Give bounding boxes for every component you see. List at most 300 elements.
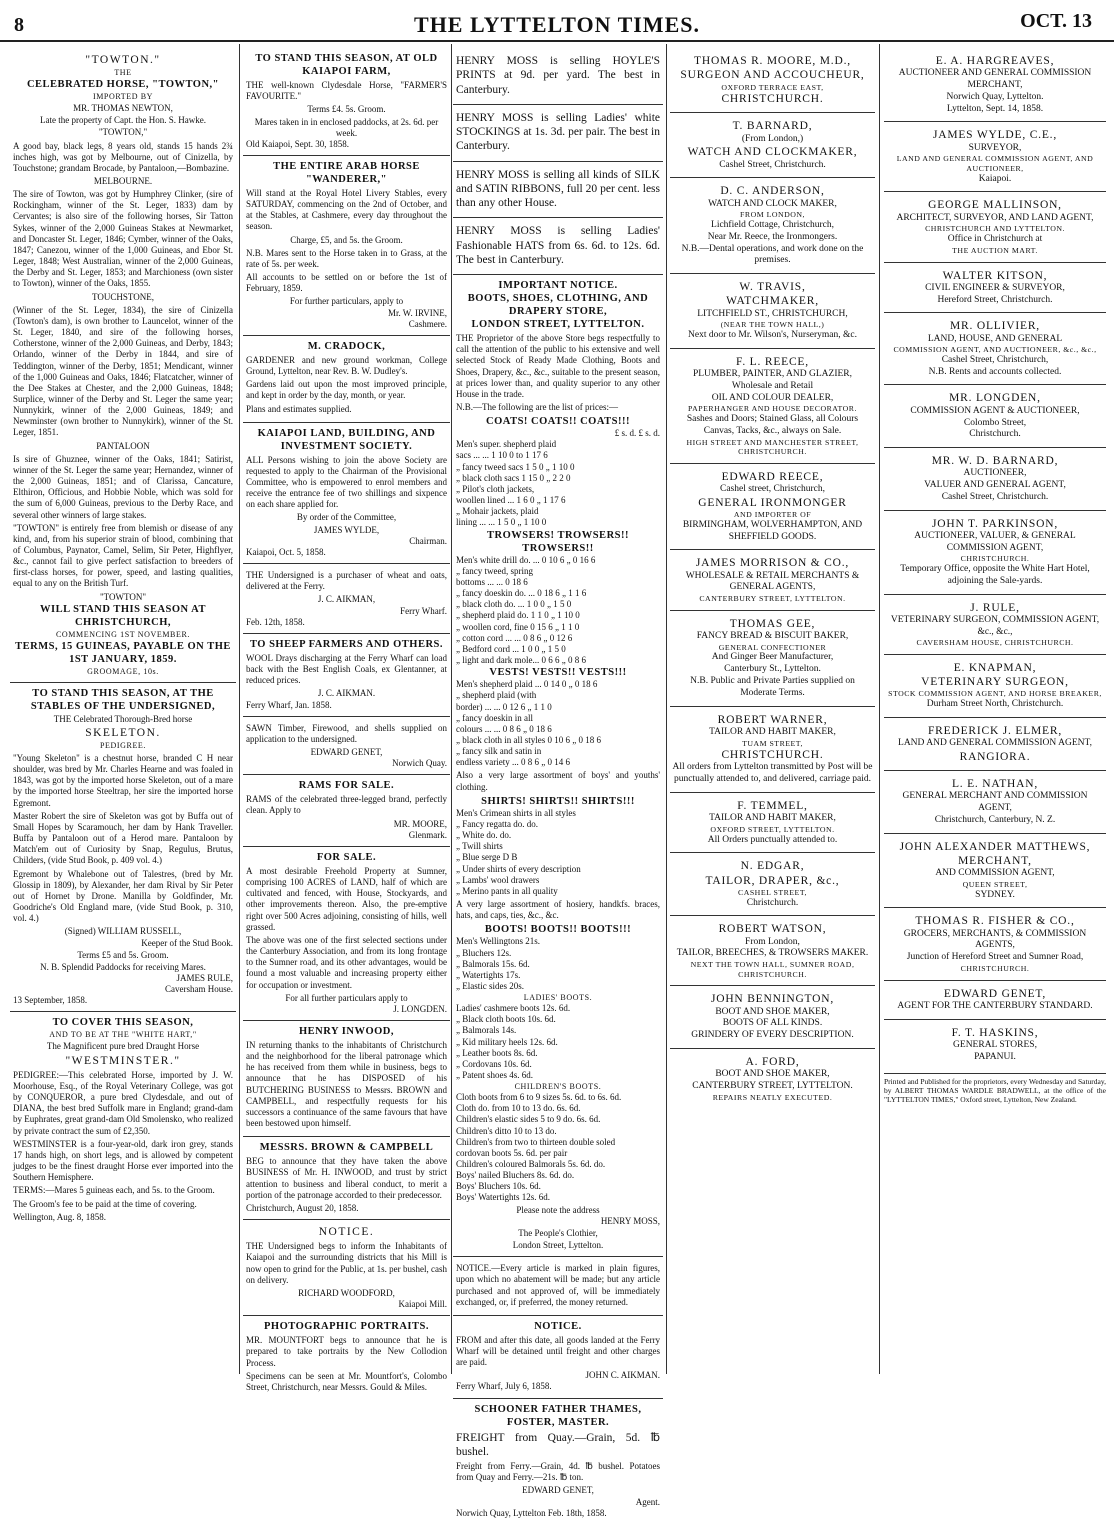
card-line: Durham Street North, Christchurch.: [926, 699, 1064, 710]
list-item: „ Black cloth boots 10s. 6d.: [456, 1014, 556, 1025]
list-item: Boys' nailed Bluchers 8s. 6d. do.: [456, 1170, 575, 1181]
list-item: „ Elastic sides 20s.: [456, 980, 524, 991]
business-card: [670, 464, 875, 550]
card-line: All orders from Lyttelton transmitted by Post will be punctually attended to, and delivered, carriage paid.: [672, 762, 873, 785]
ad-subheading: MELBOURNE.: [93, 176, 153, 187]
business-card: [670, 1049, 875, 1108]
ad-paragraph: The Groom's fee to be paid at the time of covering.: [13, 1198, 197, 1209]
card-line: AUCTIONEER,: [963, 468, 1027, 479]
list-item: Cloth boots from 6 to 9 sizes 5s. 6d. to 6s. 6d.: [456, 1092, 622, 1103]
ad-heading: PHOTOGRAPHIC PORTRAITS.: [264, 1321, 429, 1333]
list-item: border) ... ... 0 12 6 „ 1 1 0: [456, 701, 552, 712]
card-name: MERCHANT,: [958, 854, 1032, 867]
card-line: COMMISSION AGENT, AND AUCTIONEER, &c., &c.,: [893, 345, 1097, 355]
page-number: 8: [14, 14, 24, 36]
card-line: Christchurch.: [746, 897, 799, 908]
card-line: WHOLESALE & RETAIL MERCHANTS & GENERAL AGENTS,: [685, 570, 860, 593]
ad-paragraph: Egremont by Whalebone out of Talestres, (bred by Mr. Glossip in 1809), by Alexander, her dam Rival by Sir Peter out of Hornet by Drone. Manilla by Goldfinder, Mr. Goodriche's Old England mare, (vide Stud Book, p. 310, vol. 4.): [13, 868, 233, 924]
ad-heading: CELEBRATED HORSE, "TOWTON,": [26, 79, 220, 91]
card-line: LAND AND GENERAL COMMISSION AGENT, AND AUCTIONEER,: [896, 154, 1094, 173]
list-item: „ woollen cord, fine 0 15 6 „ 1 1 0: [456, 621, 580, 632]
card-line: LAND, HOUSE, AND GENERAL: [927, 333, 1063, 344]
card-name: D. C. ANDERSON,: [720, 185, 825, 198]
ad-signature: RICHARD WOODFORD,: [298, 1287, 395, 1298]
ad-line: Kaiapoi Mill.: [398, 1299, 447, 1310]
ad-line: COMMENCING 1ST NOVEMBER.: [55, 629, 191, 639]
kaiapoi-farm-ad: [243, 48, 450, 156]
ad-line: The People's Clothier,: [518, 1227, 598, 1238]
list-item: Ladies' cashmere boots 12s. 6d.: [456, 1003, 571, 1014]
card-line: GENERAL MERCHANT AND COMMISSION AGENT,: [902, 791, 1088, 814]
ad-line: Charge, £5, and 5s. the Groom.: [290, 234, 403, 245]
ad-heading: MESSRS. BROWN & CAMPBELL: [259, 1142, 434, 1154]
card-name: F. L. REECE,: [736, 355, 809, 368]
list-item: Men's Crimean shirts in all styles: [456, 807, 576, 818]
business-card: [884, 655, 1106, 718]
card-stack: [884, 48, 1106, 1069]
ad-paragraph: THE well-known Clydesdale Horse, "FARMER'S FAVOURITE.": [246, 80, 447, 102]
card-line: Near Mr. Reece, the Ironmongers.: [707, 231, 838, 242]
ad-line: Norwich Quay.: [392, 758, 447, 769]
card-line: LAND AND GENERAL COMMISSION AGENT,: [898, 738, 1092, 749]
ad-line: "TOWTON": [99, 591, 146, 602]
ferry-notice-ad: [453, 1316, 663, 1399]
ad-paragraph: HENRY MOSS is selling Ladies' white STOCKINGS at 1s. 3d. per pair. The best in Canterbury.: [456, 111, 660, 153]
newspaper-title: THE LYTTELTON TIMES.: [414, 12, 700, 37]
card-line: Sashes and Doors; Stained Glass, all Colours Canvas, Tacks, &c., always on Sale.: [686, 414, 859, 436]
card-name: WATCHMAKER,: [726, 295, 819, 308]
business-card: [884, 834, 1106, 909]
ad-heading: TO SHEEP FARMERS AND OTHERS.: [249, 638, 444, 650]
list-item: „ Blue serge D B: [456, 852, 518, 863]
ad-heading: NOTICE.: [534, 1320, 582, 1332]
ad-paragraph: (Winner of the St. Leger, 1834), the sire of Cinizella (Towton's dam), is own brother to Launcelot, winner of the St. Leger, 1840, and sire of the following horses, Cotherstone, winner of the 2,000 Guineas, and Derby, 1843; Orlando, winner of the Derby in 1844, and sire of Teddington, winner of the Derby, 1851; Mendicant, winner of the 1,000 Guineas and Oaks, 1846; Flatcatcher, winner of the Dee Stakes at Chester, and the 2,000 Guineas, 1848; Surplice, winner of the Derby and St. Leger the same year; Nunnykirk, winner of the 2,000 Guineas, 1849; and Newminster (own brother to Nunnykirk), winner of the St. Leger, 1851.: [13, 304, 233, 438]
ad-paragraph: TERMS:—Mares 5 guineas each, and 5s. to the Groom.: [13, 1185, 215, 1196]
for-sale-ad: [243, 847, 450, 1021]
ad-heading: FOR SALE.: [316, 851, 377, 863]
list-item: endless variety ... 0 8 6 „ 0 14 6: [456, 757, 570, 768]
business-card: [670, 48, 875, 113]
card-line: BOOT AND SHOE MAKER,: [715, 1069, 830, 1080]
ad-signature: (Signed) WILLIAM RUSSELL,: [64, 926, 182, 937]
ad-line: Late the property of Capt. the Hon. S. Hawke.: [40, 115, 206, 126]
business-card: [884, 263, 1106, 314]
ad-date: Ferry Wharf, July 6, 1858.: [456, 1381, 552, 1392]
shirts-list: [456, 808, 660, 897]
card-line: BOOTS OF ALL KINDS.: [722, 1018, 823, 1029]
ad-heading: SCHOONER FATHER THAMES,: [474, 1403, 642, 1415]
card-line: Temporary Office, opposite the White Hart Hotel, adjoining the Sale-yards.: [900, 564, 1090, 586]
price-heading: LADIES' BOOTS.: [523, 993, 593, 1003]
ad-paragraph: Master Robert the sire of Skeleton was got by Buffa out of Small Hopes by Scaramouch, her dam by Hank Traveller. Buffa by Pantaloon out of a Herod mare. Pantaloon by Match'em out of Curiosity by Snap, Regulus, Brutus, Childers, (vide Stud Book, p. 409 vol. 4.): [13, 810, 233, 866]
card-line: (NEAR THE TOWN HALL,): [720, 320, 825, 330]
card-name: JOHN T. PARKINSON,: [931, 517, 1058, 530]
trousers-price-list: [456, 555, 660, 667]
business-card: [884, 448, 1106, 511]
children-boots-list: [456, 1092, 660, 1204]
list-item: „ Merino pants in all quality: [456, 885, 558, 896]
card-line: SYDNEY.: [975, 889, 1015, 900]
ad-signature: Mr. W. IRVINE,: [387, 307, 447, 318]
ad-signature: JOHN C. AIKMAN.: [585, 1370, 660, 1381]
list-item: Children's ditto 10 to 13 do.: [456, 1125, 557, 1136]
ad-heading: "TOWTON.": [85, 54, 161, 66]
card-name: WATCH AND CLOCKMAKER,: [687, 146, 858, 159]
list-item: lining ... ... 1 5 0 „ 1 10 0: [456, 517, 547, 528]
card-line: Christchurch, Canterbury, N. Z.: [934, 814, 1056, 825]
ad-paragraph: A very large assortment of hosiery, handkfs. braces, hats, and caps, ties, &c., &c.: [456, 899, 660, 921]
ad-line: Terms £5 and 5s. Groom.: [77, 949, 169, 960]
card-line: AND COMMISSION AGENT,: [935, 868, 1055, 879]
kaiapoi-society-ad: [243, 423, 450, 564]
card-name: L. E. NATHAN,: [951, 778, 1039, 791]
card-line: GENERAL STORES,: [953, 1039, 1037, 1050]
ad-line: IMPORTED BY: [92, 92, 154, 102]
card-line: Norwich Quay, Lyttelton.: [946, 91, 1044, 102]
card-name: F. TEMMEL,: [737, 799, 808, 812]
ad-line: Ferry Wharf.: [400, 605, 447, 616]
card-name: JOHN BENNINGTON,: [710, 993, 835, 1006]
ad-paragraph: WOOL Drays discharging at the Ferry Wharf can load back with the Best English Coals, ex Glentanner, at reduced prices.: [246, 652, 447, 686]
card-line: GENERAL CONFECTIONER: [718, 642, 827, 652]
card-line: AUCTIONEER, VALUER, & GENERAL COMMISSION AGENT,: [914, 530, 1076, 553]
card-name: MR. OLLIVIER,: [950, 320, 1040, 333]
sawn-timber-ad: [243, 717, 450, 776]
business-card: [884, 313, 1106, 385]
list-item: „ black cloth sacs 1 15 0 „ 2 2 0: [456, 472, 571, 483]
card-line: OIL AND COLOUR DEALER,: [711, 392, 834, 403]
ad-signature: JAMES WYLDE,: [313, 524, 380, 535]
card-line: FROM LONDON,: [740, 210, 805, 220]
card-line: GROCERS, MERCHANTS, & COMMISSION AGENTS,: [903, 928, 1087, 951]
business-card: [670, 986, 875, 1049]
rams-ad: [243, 775, 450, 847]
ad-paragraph: WESTMINSTER is a four-year-old, dark iron grey, stands 17 hands high, on short legs, and is allowed by competent judges to be the finest draught Horse ever imported into the Southern Hemisphere.: [13, 1138, 233, 1183]
card-line: CHRISTCHURCH.: [960, 963, 1030, 973]
ad-paragraph: Plans and estimates supplied.: [246, 403, 352, 414]
list-item: Boys' Watertights 12s. 6d.: [456, 1192, 550, 1203]
ad-heading: TERMS, 15 GUINEAS, PAYABLE ON THE 1ST JANUARY, 1859.: [15, 640, 231, 665]
ad-paragraph: Specimens can be seen at Mr. Mountfort's, Colombo Street, Christchurch, near Messrs. Gould & Miles.: [246, 1370, 447, 1392]
card-name: CHRISTCHURCH.: [721, 93, 824, 106]
list-item: „ Mohair jackets, plaid: [456, 506, 539, 517]
card-name: GEORGE MALLINSON,: [928, 199, 1062, 212]
ad-date: Ferry Wharf, Jan. 1858.: [246, 699, 332, 710]
card-line: THE AUCTION MART.: [952, 245, 1038, 255]
card-name: EDWARD REECE,: [721, 470, 824, 483]
ad-line: THE Celebrated Thorough-Bred horse: [53, 713, 193, 724]
card-line: Canterbury St., Lyttelton.: [724, 664, 821, 675]
issue-date: OCT. 13: [1020, 10, 1092, 32]
card-name: MR. LONGDEN,: [949, 392, 1041, 405]
boots-price-list: [456, 936, 660, 992]
ad-line: Caversham House.: [165, 984, 233, 995]
card-line: Next door to Mr. Wilson's, Nurseryman, &c.: [688, 330, 857, 341]
card-name: W. TRAVIS,: [739, 281, 806, 294]
card-line: FANCY BREAD & BISCUIT BAKER,: [696, 631, 849, 642]
card-name: WALTER KITSON,: [942, 269, 1048, 282]
ad-paragraph: HENRY MOSS is selling Ladies' Fashionable HATS from 6s. 6d. to 12s. 6d. The best in Canterbury.: [456, 225, 660, 266]
ad-heading: BOOTS, SHOES, CLOTHING, AND DRAPERY STORE,: [467, 293, 649, 318]
business-card: [670, 707, 875, 793]
card-name: GENERAL IRONMONGER: [698, 496, 847, 509]
price-heading: SHIRTS! SHIRTS!! SHIRTS!!!: [481, 795, 635, 807]
list-item: sacs ... ... 1 10 0 to 1 17 6: [456, 450, 548, 461]
card-name: CHRISTCHURCH.: [721, 749, 824, 762]
card-line: AGENT FOR THE CANTERBURY STANDARD.: [897, 1000, 1093, 1011]
list-item: Children's coloured Balmorals 5s. 6d. do.: [456, 1158, 606, 1169]
ad-heading: WILL STAND THIS SEASON AT CHRISTCHURCH,: [40, 603, 206, 628]
business-card: [884, 595, 1106, 655]
list-item: „ Twill shirts: [456, 841, 503, 852]
ad-line: N. B. Splendid Paddocks for receiving Mares.: [40, 961, 206, 972]
coats-price-list: [456, 439, 660, 528]
price-heading: COATS! COATS!! COATS!!!: [486, 416, 630, 428]
price-heading: CHILDREN'S BOOTS.: [514, 1082, 602, 1092]
ad-paragraph: THE Undersigned begs to inform the Inhabitants of Kaiapoi and the surrounding districts that his Mill is now open to grind for the Public, at 1s. per bushel, cash on delivery.: [246, 1241, 447, 1285]
price-heading: TROWSERS! TROWSERS!! TROWSERS!!: [487, 529, 629, 554]
business-card: [884, 771, 1106, 834]
ad-paragraph: BEG to announce that they have taken the above BUSINESS of Mr. H. INWOOD, and trust by strict attention to business and liberal conduct, to merit a portion of the patronage accorded to their predecessor.: [246, 1156, 447, 1200]
card-line: OXFORD TERRACE EAST,: [721, 82, 824, 92]
ad-paragraph: Is sire of Ghuznee, winner of the Oaks, 1841; Satirist, winner of the St. Leger the same year; Hernandez, winner of the 2,000 Guineas, 1851; and of Clarissa, Cancature, Elthiron, Officious, and Hobbie Noble, which was sold for the sum of 6,000 Guineas, previous to the Derby Race, and several other winners of large stakes.: [13, 453, 233, 520]
price-heading: VESTS! VESTS!! VESTS!!!: [489, 667, 627, 679]
ad-paragraph: GARDENER and new ground workman, College Ground, Lyttelton, near Rev. B. W. Dudley's.: [246, 354, 447, 377]
card-line: Christchurch.: [969, 429, 1021, 440]
ad-subheading: PANTALOON: [96, 440, 150, 451]
list-item: „ black cloth in all styles 0 10 6 „ 0 18 6: [456, 734, 601, 745]
list-item: Boys' Bluchers 10s. 6d.: [456, 1181, 541, 1192]
westminster-ad: [10, 1012, 236, 1227]
ad-signature: J. C. AIKMAN,: [317, 594, 376, 605]
ad-paragraph: Will stand at the Royal Hotel Livery Stables, every SATURDAY, commencing on the 2nd of October, and at the Stables, at Cashmere, every day throughout the season.: [246, 188, 447, 232]
card-line: Lichfield Cottage, Christchurch,: [711, 220, 834, 231]
card-name: SURGEON AND ACCOUCHEUR,: [680, 69, 865, 82]
column-5: [884, 48, 1106, 1370]
list-item: „ Fancy regatta do. do.: [456, 818, 538, 829]
ad-heading: KAIAPOI LAND, BUILDING, AND INVESTMENT SOCIETY.: [257, 427, 436, 452]
moss-ribbons-ad: [453, 162, 663, 219]
vests-price-list: [456, 679, 660, 768]
card-line: COMMISSION AGENT & AUCTIONEER,: [910, 405, 1080, 416]
list-item: colours ... ... 0 8 6 „ 0 18 6: [456, 723, 552, 734]
ad-heading: "WESTMINSTER.": [65, 1054, 181, 1067]
moss-stockings-ad: [453, 105, 663, 162]
ad-paragraph: PEDIGREE:—This celebrated Horse, imported by J. W. Moorhouse, Esq., of the Royal Veterinary College, was got by CONQUEROR, a pure bred Clydesdale, and out of DIANA, the best bred Suffolk mare in England; grand-dam by Euphrates, great grand-dam Old Smolensko, who realized by private contract the sum of £2,350.: [13, 1069, 233, 1136]
ad-line: By order of the Committee,: [296, 512, 397, 523]
card-line: PAPERHANGER AND HOUSE DECORATOR.: [688, 404, 857, 414]
card-line: TAILOR, BREECHES, & TROWSERS MAKER.: [676, 948, 869, 959]
ad-subheading: TOUCHSTONE,: [92, 291, 154, 302]
card-name: N. EDGAR,: [740, 860, 805, 873]
clothing-store-ad: [453, 275, 663, 1257]
card-line: OXFORD STREET, LYTTELTON.: [710, 825, 835, 834]
card-name: EDWARD GENET,: [943, 987, 1047, 1000]
card-name: T. BARNARD,: [732, 120, 813, 133]
card-line: AUCTIONEER AND GENERAL COMMISSION MERCHANT,: [898, 68, 1092, 91]
ad-line: AND TO BE AT THE "WHITE HART,": [49, 1030, 197, 1040]
card-name: F. T. HASKINS,: [951, 1026, 1039, 1039]
list-item: „ fancy silk and satin in: [456, 746, 542, 757]
card-line: LITCHFIELD ST., CHRISTCHURCH,: [697, 308, 848, 319]
card-line: PLUMBER, PAINTER, AND GLAZIER,: [692, 369, 853, 380]
card-name: A. FORD,: [745, 1055, 800, 1068]
list-item: cordovan boots 5s. 6d. per pair: [456, 1147, 568, 1158]
business-card: [884, 1020, 1106, 1070]
card-line: And Ginger Beer Manufacturer,: [711, 652, 834, 663]
card-line: TAILOR AND HABIT MAKER,: [709, 726, 836, 737]
list-item: „ Cordovans 10s. 6d.: [456, 1058, 532, 1069]
photographic-ad: [243, 1316, 450, 1400]
card-line: Hereford Street, Christchurch.: [937, 294, 1053, 305]
towton-ad: [10, 48, 236, 683]
card-name: THOMAS GEE,: [729, 617, 816, 630]
list-item: „ shepherd plaid do. 1 1 0 „ 1 10 0: [456, 610, 580, 621]
card-name: VETERINARY SURGEON,: [921, 676, 1069, 689]
card-name: J. RULE,: [970, 601, 1020, 614]
card-line: BIRMINGHAM, WOLVERHAMPTON, AND SHEFFIELD GOODS.: [682, 519, 863, 542]
business-card: [670, 178, 875, 274]
business-card: [884, 192, 1106, 262]
ad-paragraph: THE Proprietor of the above Store begs respectfully to call the attention of the public to his extensive and well selected Stock of Ready Made Clothing, Boots and Shoes, Drapery, &c., &c., suitable to the present season, at prices lower than, and quality superior to any other House in the trade.: [456, 333, 660, 399]
list-item: „ shepherd plaid (with: [456, 690, 537, 701]
ad-date: Feb. 12th, 1858.: [246, 616, 305, 627]
list-item: woollen lined ... 1 6 0 „ 1 17 6: [456, 495, 566, 506]
card-line: CIVIL ENGINEER & SURVEYOR,: [925, 282, 1065, 293]
ad-paragraph: ALL Persons wishing to join the above Society are requested to apply to the Chairman of the Provisional Committee, who is empowered to enrol members and receive the entrance fee of two shillings and sixpence on each share applied for.: [246, 454, 447, 510]
column-4: [670, 48, 875, 1370]
card-line: CANTERBURY STREET, LYTTELTON.: [699, 594, 846, 604]
list-item: „ Watertights 17s.: [456, 969, 521, 980]
card-line: AND IMPORTER OF: [733, 510, 812, 520]
cradock-ad: [243, 336, 450, 423]
card-name: E. A. HARGREAVES,: [935, 55, 1055, 67]
mill-notice-ad: [243, 1220, 450, 1316]
ad-signature: J. LONGDEN.: [393, 1003, 447, 1014]
list-item: bottoms ... ... 0 18 6: [456, 576, 528, 587]
card-line: STOCK COMMISSION AGENT, AND HORSE BREAKER,: [888, 689, 1102, 699]
skeleton-ad: [10, 683, 236, 1013]
business-card: [884, 908, 1106, 980]
ad-paragraph: A good bay, black legs, 8 years old, stands 15 hands 2¾ inches high, was got by Melbourne, out of Cinizella, by Touchstone; grandam Brocade, by Pantaloon,—Bombazine.: [13, 140, 233, 173]
business-card: [670, 274, 875, 349]
list-item: „ light and dark mole... 0 6 6 „ 0 8 6: [456, 655, 586, 666]
list-item: „ black cloth do. ... 1 0 0 „ 1 5 0: [456, 599, 572, 610]
card-line: BOOT AND SHOE MAKER,: [715, 1006, 830, 1017]
ad-line: For all further particulars apply to: [285, 992, 408, 1003]
card-line: WATCH AND CLOCK MAKER,: [708, 198, 837, 209]
ad-signature: JAMES RULE,: [176, 972, 233, 983]
ad-date: Kaiapoi, Oct. 5, 1858.: [246, 546, 326, 557]
card-line: CANTERBURY STREET, LYTTELTON.: [692, 1081, 853, 1091]
list-item: „ Kid military heels 12s. 6d.: [456, 1036, 558, 1047]
list-item: „ Under shirts of every description: [456, 863, 581, 874]
ad-line: Cashmere.: [408, 318, 447, 329]
card-line: GRINDERY OF EVERY DESCRIPTION.: [691, 1030, 854, 1041]
card-line: From London,: [745, 936, 800, 947]
card-line: QUEEN STREET,: [962, 879, 1028, 889]
ad-date: Norwich Quay, Lyttelton Feb. 18th, 1858.: [456, 1507, 607, 1518]
card-name: MR. W. D. BARNARD,: [931, 455, 1059, 468]
ad-paragraph: RAMS of the celebrated three-legged brand, perfectly clean. Apply to: [246, 794, 447, 816]
ad-line: Chairman.: [409, 535, 447, 546]
card-line: TAILOR AND HABIT MAKER,: [709, 813, 836, 824]
schooner-ad: [453, 1399, 663, 1524]
business-card: [670, 793, 875, 853]
card-line: SURVEYOR,: [968, 142, 1022, 153]
ad-line: Terms £4. 5s. Groom.: [307, 104, 386, 115]
ad-heading: IMPORTANT NOTICE.: [498, 280, 618, 291]
business-card: [670, 550, 875, 610]
ad-paragraph: "Young Skeleton" is a chestnut horse, branded C H near shoulder, was bred by Mr. Charles Hearne and was foaled in 1843, was got by the imported horse Skeleton, out of a mare by the imported horse Steeltrap, her sire the imported horse Egremont.: [13, 753, 233, 808]
ad-line: Mares taken in in enclosed paddocks, at 2s. 6d. per week.: [254, 116, 439, 138]
business-card: [884, 48, 1106, 122]
ad-heading: NOTICE.: [318, 1226, 375, 1239]
ad-heading: FOSTER, MASTER.: [506, 1416, 610, 1428]
column-3: [453, 48, 663, 1518]
column-1: [10, 48, 236, 1370]
arab-horse-ad: [243, 156, 450, 336]
ad-paragraph: HENRY MOSS is selling all kinds of SILK and SATIN RIBBONS, full 20 per cent. less than any other House.: [456, 168, 660, 209]
card-line: VETERINARY SURGEON, COMMISSION AGENT, &c., &c.,: [890, 614, 1100, 637]
ad-line: MR. THOMAS NEWTON,: [73, 103, 173, 114]
list-item: Men's white drill do. ... 0 10 6 „ 0 16 6: [456, 554, 596, 565]
list-item: „ Bluchers 12s.: [456, 947, 512, 958]
ad-heading: TO COVER THIS SEASON,: [52, 1017, 194, 1029]
card-name: ROBERT WATSON,: [718, 923, 827, 936]
price-heading: BOOTS! BOOTS!! BOOTS!!!: [484, 924, 632, 936]
ad-date: 13 September, 1858.: [13, 995, 88, 1006]
ad-paragraph: N.B. Mares sent to the Horse taken in to Grass, at the rate of 5s. per week.: [246, 247, 447, 269]
card-line: HIGH STREET AND MANCHESTER STREET, CHRISTCHURCH.: [686, 437, 859, 457]
inwood-ad: [243, 1021, 450, 1137]
list-item: Men's super. shepherd plaid: [456, 439, 557, 450]
ad-paragraph: SAWN Timber, Firewood, and shells supplied on application to the undersigned.: [246, 722, 447, 744]
ad-line: London Street, Lyttelton.: [512, 1240, 604, 1251]
brown-campbell-ad: [243, 1137, 450, 1220]
card-name: JAMES WYLDE, C.E.,: [932, 129, 1058, 142]
ad-paragraph: NOTICE.—Every article is marked in plain figures, upon which no abatement will be made; but any article purchased and not approved of, will be immediately exchanged, or, if preferred, the money returned.: [456, 1263, 660, 1307]
card-line: Cashel street, Christchurch,: [719, 484, 825, 495]
ad-date: Christchurch, August 20, 1858.: [246, 1202, 359, 1213]
card-line: TUAM STREET,: [742, 738, 803, 748]
list-item: „ fancy doeskin in all: [456, 712, 533, 723]
ad-date: Wellington, Aug. 8, 1858.: [13, 1211, 107, 1222]
business-card: [670, 916, 875, 986]
card-line: Kaiapoi.: [978, 173, 1012, 184]
price-columns: £ s. d. £ s. d.: [614, 428, 660, 439]
list-item: „ Leather boots 8s. 6d.: [456, 1047, 538, 1058]
card-name: THOMAS R. MOORE, M.D.,: [694, 55, 851, 67]
ad-date: Old Kaiapoi, Sept. 30, 1858.: [246, 138, 349, 149]
column-rule: [666, 44, 667, 1374]
ad-heading: RAMS FOR SALE.: [298, 780, 395, 792]
ad-heading: M. CRADOCK,: [307, 340, 386, 352]
list-item: „ White do. do.: [456, 830, 512, 841]
ad-paragraph: The sire of Towton, was got by Humphrey Clinker, (sire of Rockingham, winner of the St. Leger, 1833) dam by Cervantes; is also sire of the following horses, Sir Tatton Sykes, winner of the 2,000 Guineas Stakes at Newmarket, and Doncaster St. Leger, 1846; Cymber, winner of the Oaks, 1847; Canezou, winner of the 1,000 Guineas, and Ebor St. Leger, 1848; West Australian, winner of the 2,000 Guineas, the Derby and St. Leger, 1853; and Marchioness (own sister to Towton), winner of the Oaks, 1855.: [13, 189, 233, 289]
business-card: [670, 853, 875, 916]
card-line: Cashel Street, Christchurch.: [719, 159, 826, 170]
list-item: „ fancy tweed, spring: [456, 565, 533, 576]
card-line: Wholesale and Retail: [731, 380, 814, 391]
card-name: THOMAS R. FISHER & CO.,: [915, 915, 1075, 928]
ad-line: Agent.: [635, 1496, 660, 1507]
business-card: [884, 718, 1106, 771]
column-2: [243, 48, 450, 1392]
ad-heading: TO STAND THIS SEASON, AT THE STABLES OF THE UNDERSIGNED,: [30, 687, 216, 712]
ad-heading: TO STAND THIS SEASON, AT OLD KAIAPOI FARM,: [255, 53, 438, 78]
ad-line: "TOWTON,": [98, 127, 148, 138]
